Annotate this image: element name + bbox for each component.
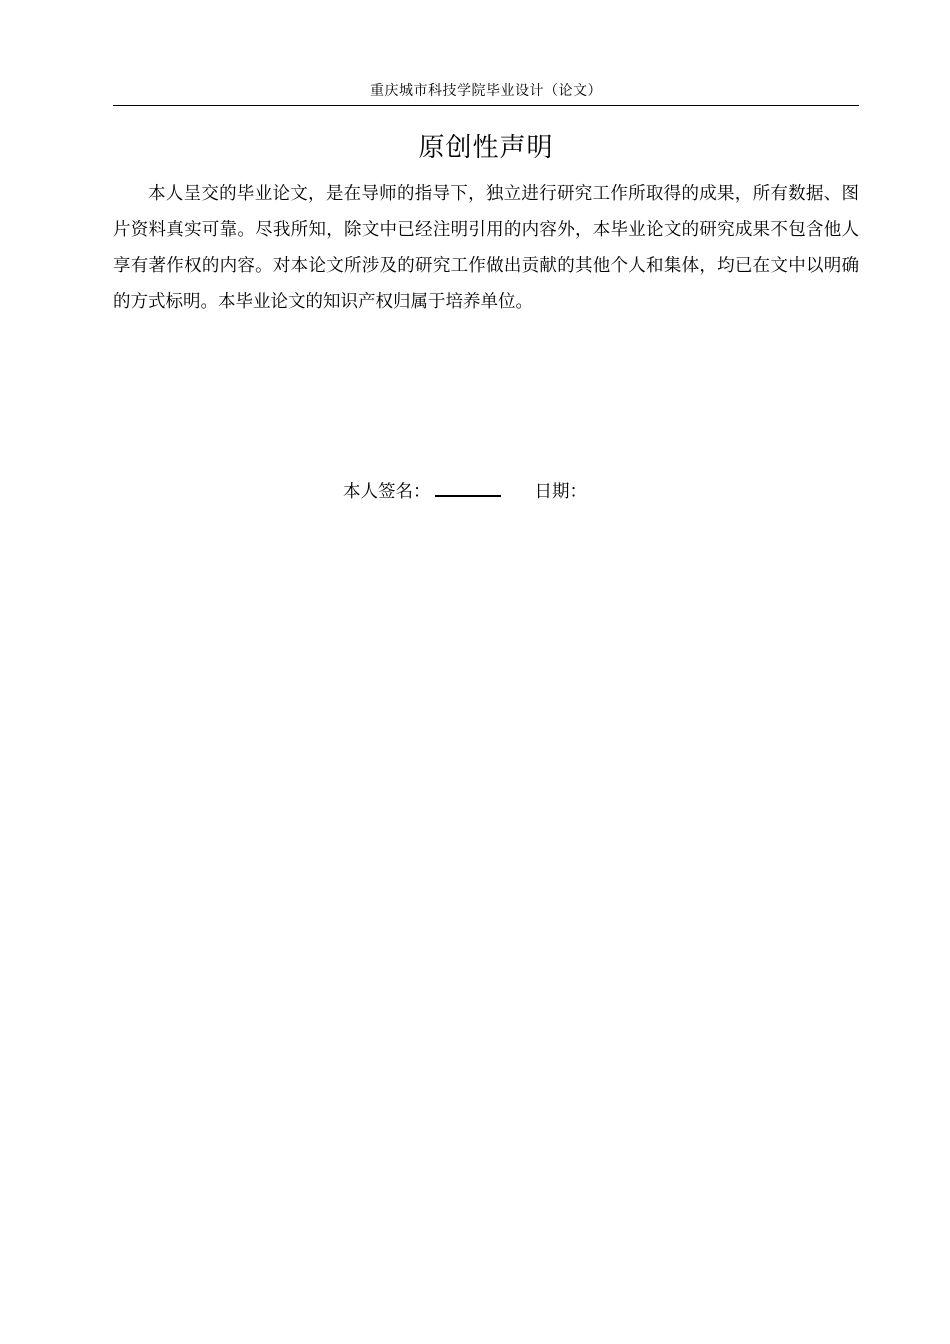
page-title: 原创性声明 <box>418 133 554 163</box>
header-divider <box>113 105 859 106</box>
declaration-paragraph: 本人呈交的毕业论文，是在导师的指导下，独立进行研究工作所取得的成果，所有数据、图片资料真实可靠。尽我所知，除文中已经注明引用的内容外，本毕业论文的研究成果不包含他人享有著作权的内容。对本论文所涉及的研究工作做出贡献的其他个人和集体，均已在文中以明确的方式标明。本毕业论文的知识产权归属于培养单位。 <box>113 184 859 312</box>
signature-label: 本人签名： <box>343 482 431 502</box>
running-header: 重庆城市科技学院毕业设计（论文） <box>370 83 602 99</box>
signature-row <box>343 477 587 503</box>
signature-blank-line <box>435 477 501 497</box>
date-label: 日期： <box>534 482 587 502</box>
